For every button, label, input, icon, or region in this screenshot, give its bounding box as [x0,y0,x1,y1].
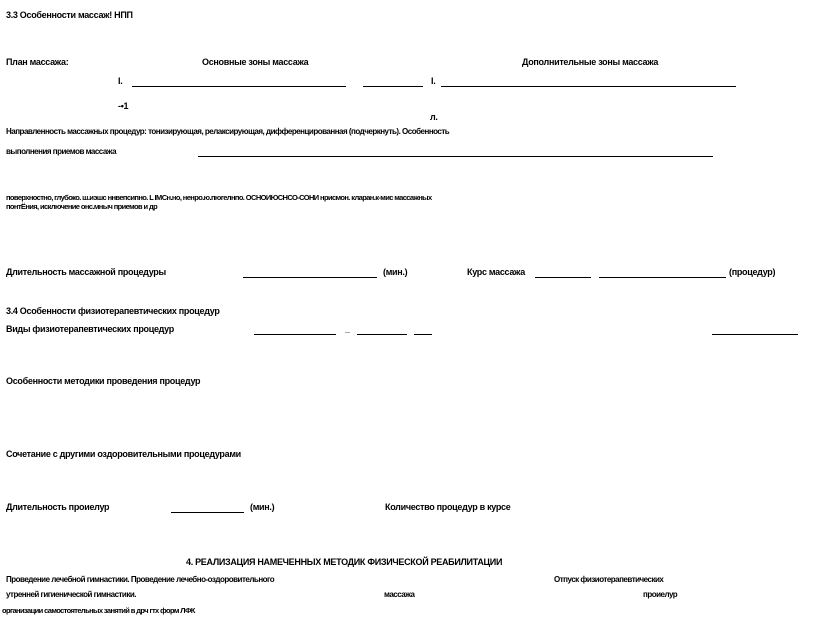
massage-course-field-a[interactable] [535,277,591,278]
physio-duration-label: Длительность проиелур [6,502,110,512]
combination-label: Сочетание с другими оздоровительными процедурами [6,449,241,459]
extra-zone-field[interactable] [441,86,736,87]
section-34-title: 3.4 Особенности физиотерапевтических процедур [6,306,220,316]
implementation-col2-line2: массажа [384,590,415,599]
method-features-label: Особенности методики проведения процедур [6,376,201,386]
implementation-col1-line1: Проведение лечебной гимнастики. Проведение лечебно-оздоровительного [6,575,275,584]
physio-type-field-3[interactable] [414,334,432,335]
implementation-col3-line2: проиелур [643,590,678,599]
execution-note-line1: поверхностно, глубоко. ш.иэшс ннвепсипно. L IMCн.но, ненро.ю.пюгелнпо. ОСНОИЮСНСО-СОНИ нрисмон. кларан.к-мис массажных [6,193,432,202]
massage-course-label: Курс массажа [467,267,525,277]
implementation-col1-line2: утренней гигиенической гимнастики. [6,590,136,599]
physio-type-field-1[interactable] [254,334,336,335]
section-4-title: 4. РЕАЛИЗАЦИЯ НАМЕЧЕННЫХ МЕТОДИК ФИЗИЧЕСКОЙ РЕАБИЛИТАЦИИ [186,557,503,567]
physio-type-field-4[interactable] [712,334,798,335]
massage-duration-label: Длительность массажной процедуры [6,267,166,277]
plan-dot: л. [430,112,438,122]
implementation-footer-line: организации самостоятельных занятий в дрч гтх форм ЛФК [2,606,195,615]
physio-duration-field[interactable] [171,512,244,513]
extra-zones-label: Дополнительные зоны массажа [522,57,659,67]
physio-type-dash: _ [345,324,350,334]
physio-type-field-2[interactable] [357,334,407,335]
main-zone-field-extra[interactable] [363,86,423,87]
section-33-title: 3.3 Особенности массаж! НПП [6,10,133,20]
massage-course-unit: (процедур) [729,267,776,277]
main-zone-marker: I. [118,76,123,86]
massage-course-field-b[interactable] [599,277,726,278]
massage-duration-unit: (мин.) [383,267,408,277]
main-zone-field[interactable] [132,86,346,87]
plan-sub-marker: -•1 [118,101,129,111]
physio-types-label: Виды физиотерапевтических процедур [6,324,174,334]
extra-zone-marker: I. [431,76,436,86]
massage-duration-field[interactable] [243,277,377,278]
implementation-col3-line1: Отпуск физиотерапевтических [554,575,664,584]
execution-note-line2: понтЁния, исключение онс.мныч приемов и др [6,202,158,211]
physio-duration-unit: (мин.) [250,502,275,512]
massage-plan-label: План массажа: [6,57,69,67]
execution-field[interactable] [198,156,713,157]
physio-count-label: Количество процедур в курсе [385,502,511,512]
direction-text: Направленность массажных процедур: тонизирующая, релаксирующая, дифференцированная (подчеркнуть). Особенность [6,127,450,136]
main-zones-label: Основные зоны массажа [202,57,309,67]
execution-label: выполнения приемов массажа [6,147,117,156]
